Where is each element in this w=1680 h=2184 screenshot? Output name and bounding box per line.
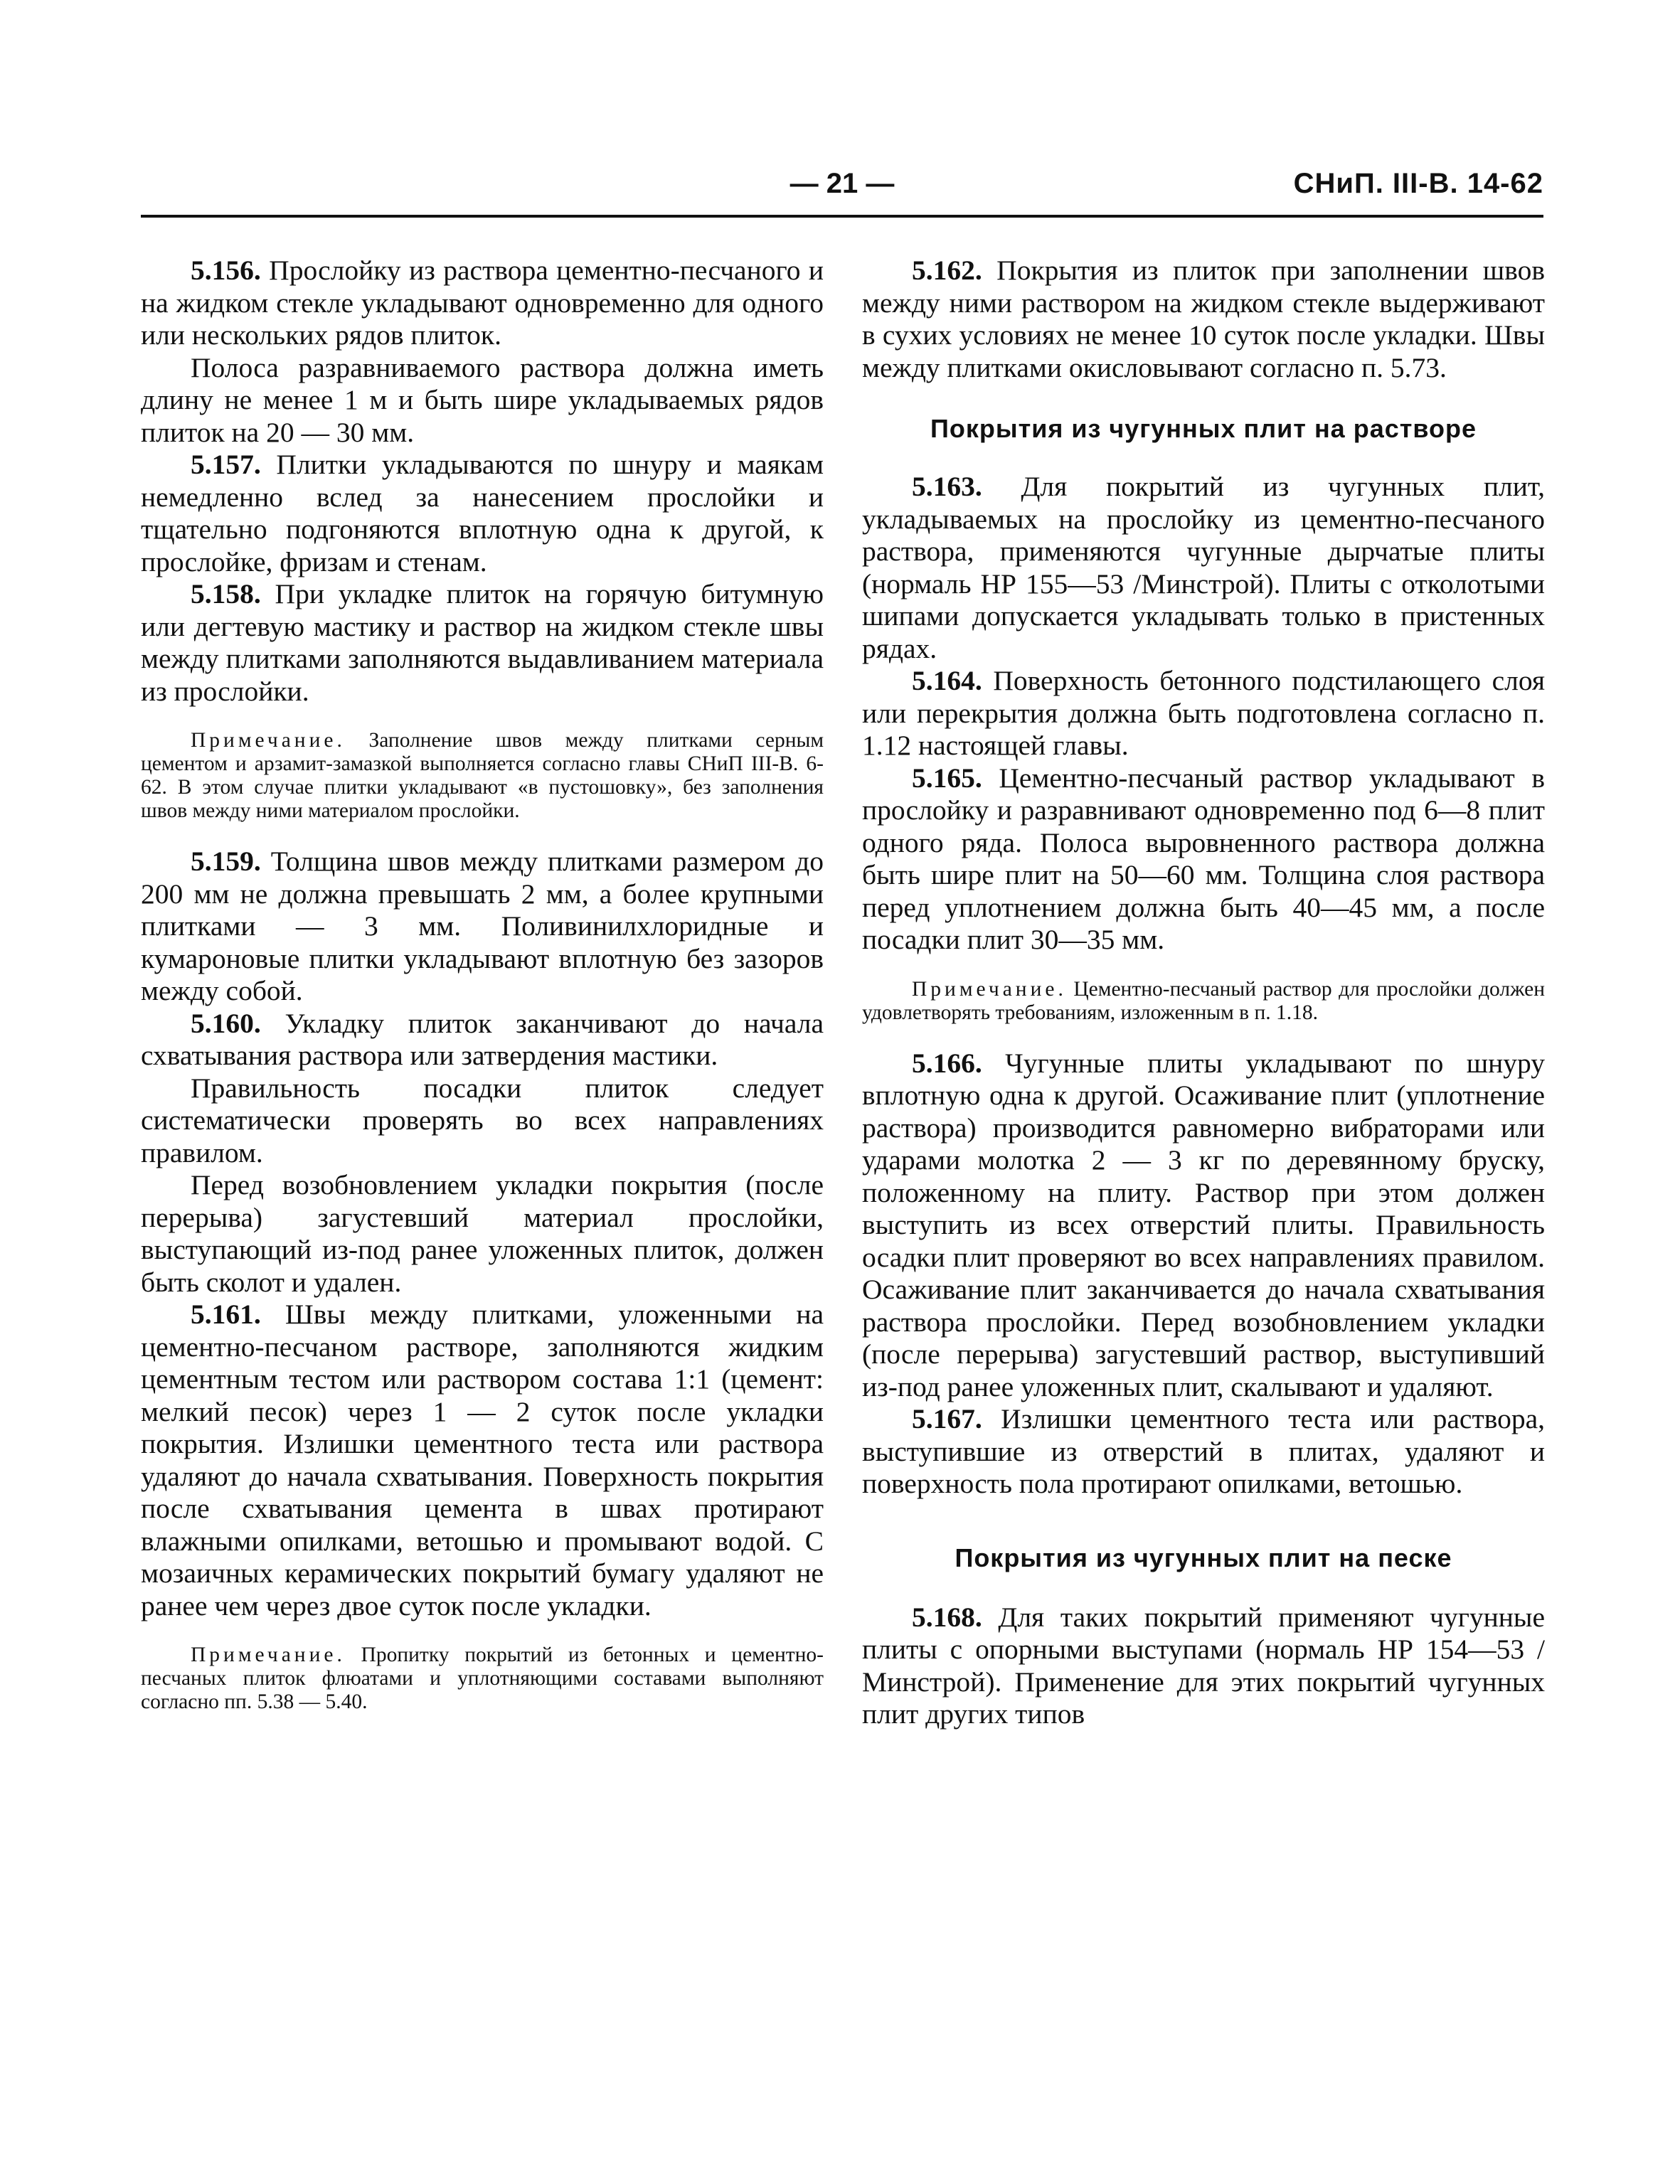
clause-number: 5.157. <box>191 449 261 480</box>
note-label: Примечание. <box>191 1644 346 1666</box>
clause-text: Чугунные плиты укладывают по шнуру вплотную одна к другой. Осаживание плит (уплотнение раствора) производится равномерно вибраторами или ударами молотка 2 — 3 кг по деревянному бруску, положенному на плиту. Раствор при этом должен выступить из всех отверстий плиты. Правильность осадки плит проверяют во всех направлениях правилом. Осаживание плит заканчивается до начала схватывания раствора прослойки. Перед возобновлением укладки (после перерыва) загустевший раствор, выступивший из-под ранее уложенных плит, скалывают и удаляют. <box>862 1047 1545 1402</box>
clause-number: 5.168. <box>912 1601 982 1633</box>
clause-number: 5.160. <box>191 1007 261 1039</box>
clause-text: Для покрытий из чугунных плит, укладываемых на прослойку из цементно-песчаного раствора, применяются чугунные дырчатые плиты (нормаль НР 155—53 /Минстрой). Плиты с отколотыми шипами допускается укладывать только в пристенных рядах. <box>862 471 1545 664</box>
clause-number: 5.166. <box>912 1047 982 1079</box>
clause-text: Излишки цементного теста или раствора, выступившие из отверстий в плитах, удаляют и поверхность пола протирают опилками, ветошью. <box>862 1403 1545 1499</box>
document-code: СНиП. III-В. 14-62 <box>1293 168 1543 199</box>
page-number: — 21 — <box>790 168 895 199</box>
paragraph-5-157 <box>141 449 824 578</box>
paragraph-5-162 <box>862 255 1545 384</box>
clause-number: 5.158. <box>191 578 261 609</box>
clause-text: Укладку плиток заканчивают до начала схватывания раствора или затвердения мастики. <box>141 1007 824 1071</box>
clause-text: Поверхность бетонного подстилающего слоя или перекрытия должна быть подготовлена согласно п. 1.12 настоящей главы. <box>862 665 1545 761</box>
section-heading-cast-iron-on-sand: Покрытия из чугунных плит на песке <box>955 1543 1452 1572</box>
note-text: Цементно-песчаный раствор для прослойки должен удовлетворять требованиям, изложенным в п. 1.18. <box>862 977 1545 1024</box>
clause-number: 5.162. <box>912 255 982 286</box>
clause-text: Плитки укладываются по шнуру и маякам немедленно вслед за нанесением прослойки и тщательно подгоняются вплотную одна к другой, к прослойке, фризам и стенам. <box>141 449 824 577</box>
note-2 <box>141 1644 824 1714</box>
clause-number: 5.163. <box>912 471 982 502</box>
paragraph-5-167 <box>862 1403 1545 1501</box>
paragraph-5-160-c: Перед возобновлением укладки покрытия (после перерыва) загустевший материал прослойки, выступающий из-под ранее уложенных плиток, должен быть сколот и удален. <box>141 1169 824 1298</box>
clause-text: Для таких покрытий применяют чугунные плиты с опорными выступами (нормаль НР 154—53 /Минстрой). Применение для этих покрытий чугунных плит других типов <box>862 1601 1545 1730</box>
paragraph-5-163 <box>862 471 1545 665</box>
paragraph-5-160 <box>141 1008 824 1072</box>
clause-number: 5.159. <box>191 846 261 877</box>
clause-number: 5.156. <box>191 255 261 286</box>
clause-number: 5.165. <box>912 762 982 794</box>
page-header <box>141 168 1543 212</box>
note-text: Пропитку покрытий из бетонных и цементно-песчаных плиток флюатами и уплотняющими составами выполняют согласно пп. 5.38 — 5.40. <box>141 1644 824 1713</box>
clause-text: Швы между плитками, уложенными на цементно-песчаном растворе, заполняются жидким цементным тестом или раствором состава 1:1 (цемент: мелкий песок) через 1 — 2 суток после укладки покрытия. Излишки цементного теста или раствора удаляют до начала схватывания. Поверхность покрытия после схватывания цемента в швах протирают влажными опилками, ветошью и промывают водой. С мозаичных керамических покрытий бумагу удаляют не ранее чем через двое суток после укладки. <box>141 1299 824 1621</box>
clause-text: Покрытия из плиток при заполнении швов между ними раствором на жидком стекле выдерживают в сухих условиях не менее 10 суток после укладки. Швы между плитками окисловывают согласно п. 5.73. <box>862 255 1545 383</box>
note-label: Примечание. <box>191 729 346 752</box>
note-1 <box>141 729 824 823</box>
header-rule <box>141 215 1543 218</box>
note-3 <box>862 978 1545 1025</box>
paragraph-5-165 <box>862 762 1545 957</box>
paragraph-5-164 <box>862 665 1545 762</box>
right-column <box>862 255 1545 1731</box>
clause-text: Прослойку из раствора цементно-песчаного и на жидком стекле укладывают одновременно для одного или нескольких рядов плиток. <box>141 255 824 351</box>
paragraph-5-158 <box>141 578 824 708</box>
clause-number: 5.164. <box>912 665 982 696</box>
paragraph-5-166 <box>862 1048 1545 1404</box>
paragraph-5-156-b: Полоса разравниваемого раствора должна иметь длину не менее 1 м и быть шире укладываемых рядов плиток на 20 — 30 мм. <box>141 351 824 448</box>
paragraph-5-161 <box>141 1299 824 1622</box>
clause-text: Толщина швов между плитками размером до 200 мм не должна превышать 2 мм, а более крупными плитками — 3 мм. Поливинилхлоридные и кумароновые плитки укладывают вплотную без зазоров между собой. <box>141 846 824 1006</box>
paragraph-5-159 <box>141 846 824 1008</box>
section-heading-cast-iron-on-mortar: Покрытия из чугунных плит на растворе <box>930 414 1477 443</box>
paragraph-5-160-b: Правильность посадки плиток следует систематически проверять во всех направлениях правилом. <box>141 1072 824 1168</box>
clause-text: При укладке плиток на горячую битумную или дегтевую мастику и раствор на жидком стекле швы между плитками заполняются выдавливанием материала из прослойки. <box>141 578 824 707</box>
clause-number: 5.161. <box>191 1299 261 1330</box>
clause-number: 5.167. <box>912 1403 982 1434</box>
clause-text: Цементно-песчаный раствор укладывают в прослойку и разравнивают одновременно под 6—8 плит одного ряда. Полоса выровненного раствора должна быть шире плит на 50—60 мм. Толщина слоя раствора перед уплотнением должна быть 40—45 мм, а после посадки плит 30—35 мм. <box>862 762 1545 955</box>
note-text: Заполнение швов между плитками серным цементом и арзамит-замазкой выполняется согласно главы СНиП III-В. 6-62. В этом случае плитки укладывают «в пустошовку», без заполнения швов между ними материалом прослойки. <box>141 729 824 822</box>
left-column <box>141 255 824 1737</box>
note-label: Примечание. <box>912 977 1067 1001</box>
paragraph-5-168 <box>862 1602 1545 1731</box>
paragraph-5-156 <box>141 255 824 352</box>
